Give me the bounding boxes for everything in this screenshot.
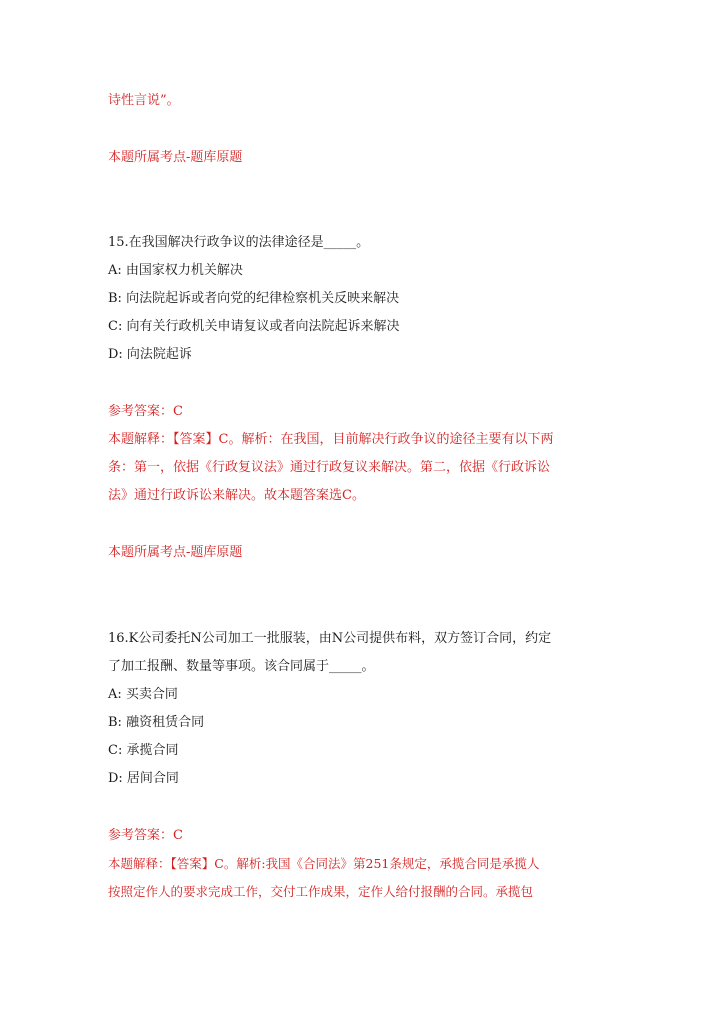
q15-option-c: C: 向有关行政机关申请复议或者向法院起诉来解决 bbox=[108, 319, 400, 334]
q15-answer: 参考答案：C bbox=[108, 404, 183, 419]
q16-stem-line-2: 了加工报酬、数量等事项。该合同属于_____。 bbox=[108, 659, 375, 674]
q16-option-c: C: 承揽合同 bbox=[108, 743, 179, 758]
prev-source-note: 本题所属考点-题库原题 bbox=[108, 150, 243, 165]
q15-explanation-line-2: 条：第一，依据《行政复议法》通过行政复议来解决。第二，依据《行政诉讼 bbox=[108, 460, 551, 475]
q16-option-a: A: 买卖合同 bbox=[108, 687, 178, 702]
q16-explanation-line-1: 本题解释：【答案】C。解析:我国《合同法》第251条规定，承揽合同是承揽人 bbox=[108, 856, 540, 871]
q15-explanation-line-1: 本题解释：【答案】C。解析：在我国，目前解决行政争议的途径主要有以下两 bbox=[108, 432, 554, 447]
q16-option-b: B: 融资租赁合同 bbox=[108, 715, 205, 730]
q15-explanation-line-3: 法》通过行政诉讼来解决。故本题答案选C。 bbox=[108, 488, 365, 503]
q15-option-b: B: 向法院起诉或者向党的纪律检察机关反映来解决 bbox=[108, 291, 400, 306]
prev-explanation-tail: 诗性言说”。 bbox=[108, 93, 180, 108]
q16-option-d: D: 居间合同 bbox=[108, 771, 179, 786]
q15-source-note: 本题所属考点-题库原题 bbox=[108, 545, 243, 560]
q16-explanation-line-2: 按照定作人的要求完成工作，交付工作成果，定作人给付报酬的合同。承揽包 bbox=[108, 884, 534, 899]
q16-stem-line-1: 16.K公司委托N公司加工一批服装，由N公司提供布料，双方签订合同，约定 bbox=[108, 631, 552, 646]
q15-stem: 15.在我国解决行政争议的法律途径是_____。 bbox=[108, 235, 370, 250]
q15-option-d: D: 向法院起诉 bbox=[108, 347, 192, 362]
q16-answer: 参考答案：C bbox=[108, 828, 183, 843]
q15-option-a: A: 由国家权力机关解决 bbox=[108, 263, 243, 278]
